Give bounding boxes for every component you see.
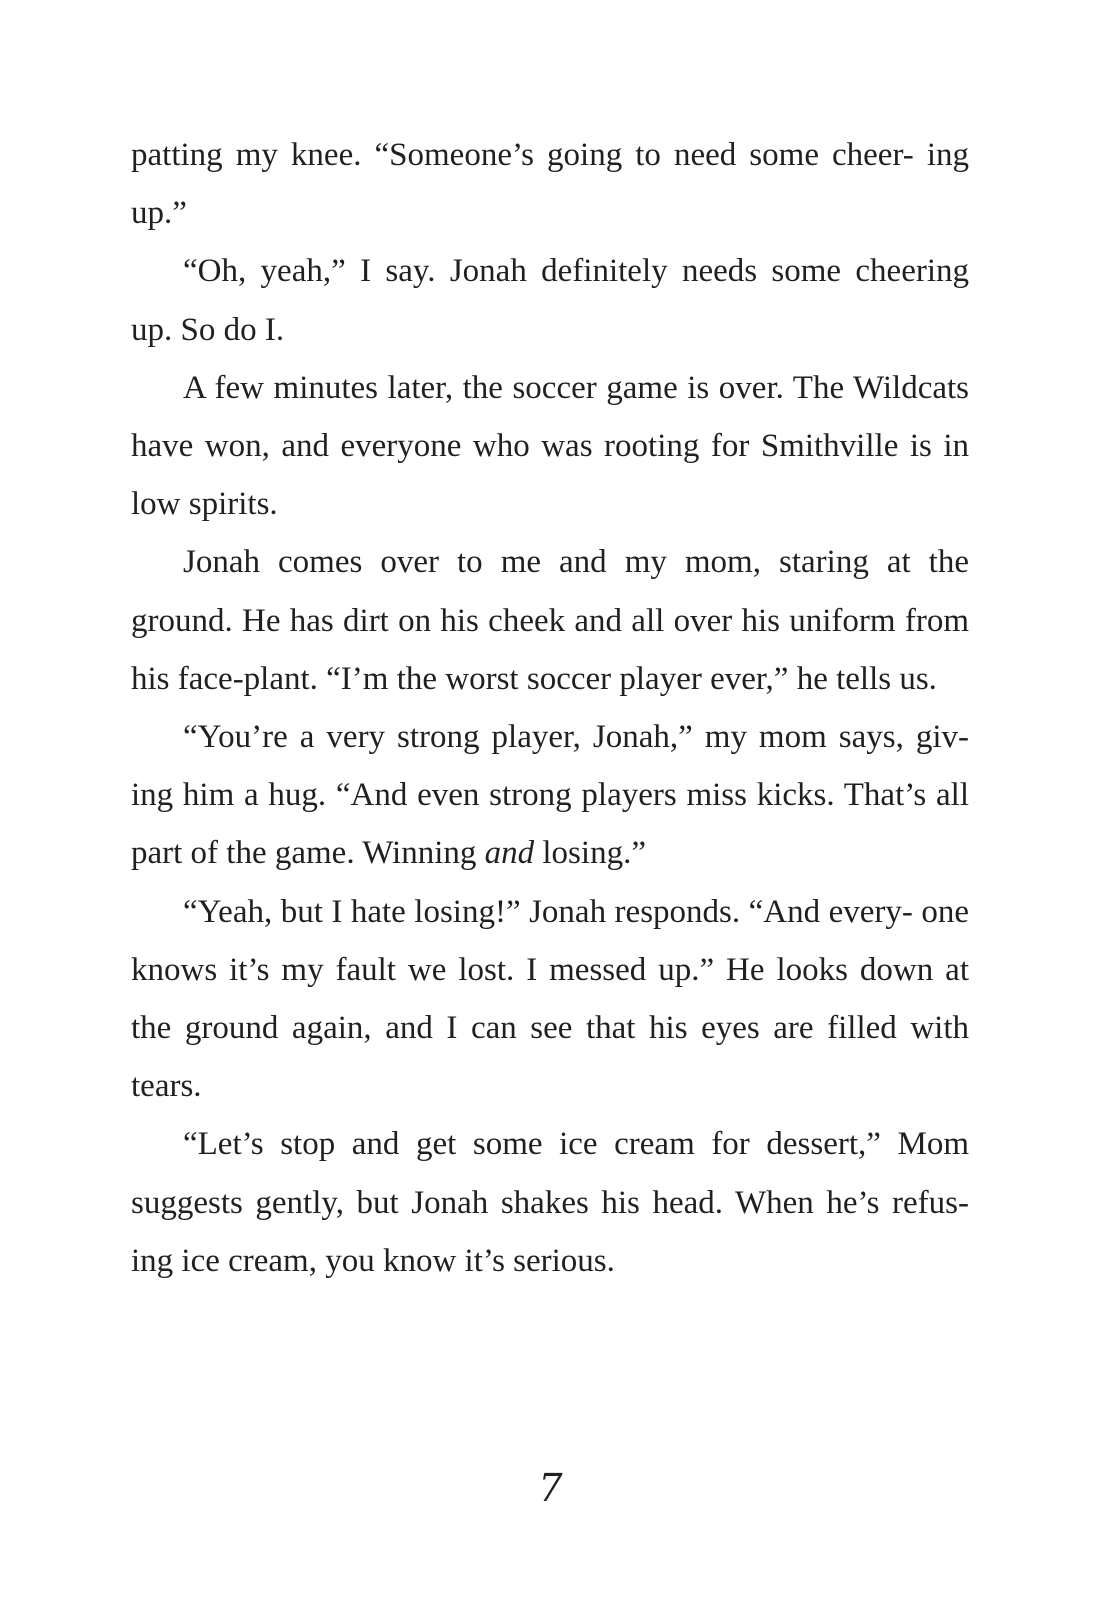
line-end: losing.”	[534, 835, 646, 872]
line: “Oh, yeah,” I say. Jonah definitely needs some cheering	[183, 253, 969, 290]
line: ing up.”	[131, 137, 970, 232]
line: Jonah comes over to me and my mom, staring at the	[183, 544, 969, 581]
line: from his face-plant. “I’m the worst soccer player ever,” he	[131, 602, 970, 697]
line: “Yeah, but I hate losing!” Jonah responds. “And every-	[183, 893, 913, 930]
line: suggests gently, but Jonah shakes his head. When he’s refus-	[131, 1184, 969, 1221]
line: one knows it’s my fault we lost. I messed up.” He looks	[131, 893, 970, 988]
line-start: all part of the game. Winning	[131, 777, 969, 872]
line: “You’re a very strong player, Jonah,” my mom says, giv-	[183, 719, 969, 756]
line: up. So do I.	[131, 311, 285, 348]
paragraph-1	[131, 126, 969, 242]
line: ing ice cream, you know it’s serious.	[131, 1242, 615, 1279]
paragraph-2	[131, 242, 969, 358]
line: down at the ground again, and I can see that his eyes are	[131, 951, 969, 1047]
line: filled with tears.	[131, 1010, 970, 1105]
paragraph-3	[131, 359, 969, 534]
paragraph-4	[131, 533, 969, 708]
line: Wildcats have won, and everyone who was rooting for	[131, 369, 970, 465]
line: tells us.	[836, 660, 937, 697]
line: “Let’s stop and get some ice cream for dessert,” Mom	[183, 1126, 969, 1163]
line: Smithville is in low spirits.	[131, 428, 969, 523]
page-number: 7	[538, 1466, 563, 1510]
line: A few minutes later, the soccer game is over. The	[183, 369, 845, 406]
emphasis-word: and	[484, 835, 535, 872]
line: ground. He has dirt on his cheek and all over his uniform	[131, 602, 896, 639]
body-text	[131, 126, 969, 1290]
line: patting my knee. “Someone’s going to need some cheer-	[131, 137, 914, 173]
line: ing him a hug. “And even strong players miss kicks. That’s	[131, 777, 927, 814]
paragraph-5	[131, 708, 969, 883]
paragraph-7	[131, 1115, 969, 1290]
paragraph-6	[131, 883, 969, 1116]
